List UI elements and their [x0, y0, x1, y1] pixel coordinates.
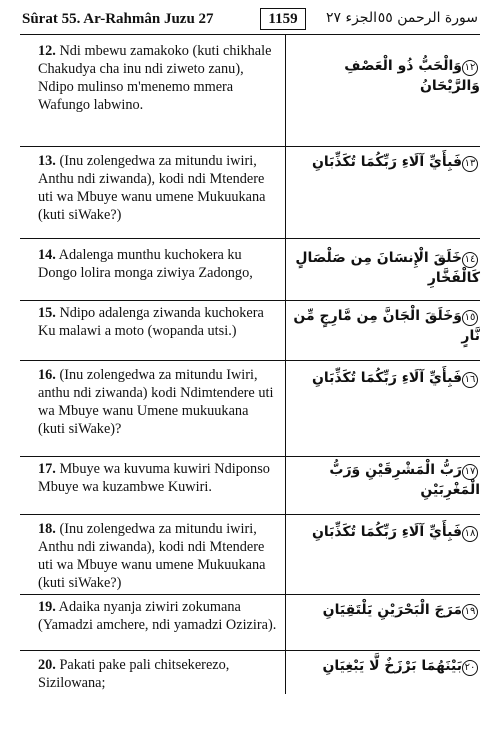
arabic-text: فَبِأَيِّ آلَاءِ رَبِّكُمَا تُكَذِّبَانِ [311, 524, 462, 540]
page-number: 1159 [260, 8, 306, 30]
verse-arabic [292, 460, 480, 500]
verse-marker: ١٤ [462, 252, 478, 268]
verse-marker: ١٨ [462, 526, 478, 542]
juz-arabic: الجزء ٢٧ [326, 10, 377, 26]
verse-marker: ١٣ [462, 156, 478, 172]
surah-label: Sûrat 55. Ar-Rahmân Juzu 27 [22, 11, 214, 27]
verse-number: 19. [38, 599, 56, 615]
verse-text: Ndi mbewu zamakoko (kuti chikhale Chakudya cha inu ndi ziweto zanu), Ndipo mulinso m'menemo mmera Wafungo labwino. [38, 43, 272, 113]
verse-arabic [292, 522, 480, 542]
verse-translation [38, 246, 278, 282]
verse-number: 17. [38, 461, 56, 477]
verse-translation [38, 42, 278, 114]
verse-text: Mbuye wa kuvuma kuwiri Ndiponso Mbuye wa kuzambwe Kuwiri. [38, 461, 270, 495]
arabic-text: فَبِأَيِّ آلَاءِ رَبِّكُمَا تُكَذِّبَانِ [311, 154, 462, 170]
verse-translation [38, 598, 278, 634]
header-rule [20, 34, 480, 35]
row-divider [20, 360, 480, 361]
verse-arabic [292, 306, 480, 346]
row-divider [20, 146, 480, 147]
row-divider [20, 514, 480, 515]
row-divider [20, 650, 480, 651]
verse-translation [38, 520, 278, 592]
verse-text: (Inu zolengedwa za mitundu iwiri, Anthu ndi ziwanda), kodi ndi Mtendere uti wa Mbuye wanu umene Mukuukana (kuti siWake?) [38, 521, 266, 591]
verse-marker: ١٧ [462, 464, 478, 480]
verse-arabic [292, 152, 480, 172]
verse-marker: ١٦ [462, 372, 478, 388]
verse-number: 16. [38, 367, 56, 383]
verse-text: (Inu zolengedwa za mitundu iwiri, Anthu ndi ziwanda), kodi ndi Mtendere uti wa Mbuye wanu umene Mukuukana (kuti siWake?) [38, 153, 266, 223]
row-divider [20, 300, 480, 301]
column-divider [285, 34, 286, 694]
verse-text: Adalenga munthu kuchokera ku Dongo lolira monga ziwiya Zadongo, [38, 247, 253, 281]
verse-number: 12. [38, 43, 56, 59]
verse-arabic [292, 56, 480, 96]
row-divider [20, 594, 480, 595]
verse-translation [38, 656, 278, 692]
verse-arabic [292, 600, 480, 620]
verse-translation [38, 460, 278, 496]
verse-text: Ndipo adalenga ziwanda kuchokera Ku malawi a moto (wopanda utsi.) [38, 305, 264, 339]
arabic-text: وَالْحَبُّ ذُو الْعَصْفِ وَالرَّيْحَانُ [344, 58, 480, 94]
surah-arabic: سورة الرحمن ٥٥ [377, 10, 478, 26]
verse-number: 15. [38, 305, 56, 321]
verse-text: (Inu zolengedwa za mitundu Iwiri, anthu ndi ziwanda) kodi Ndimtendere uti wa Mbuye wanu Umene mukuukana (kuti siWake)? [38, 367, 274, 437]
row-divider [20, 456, 480, 457]
verse-translation [38, 366, 278, 438]
verse-marker: ١٩ [462, 604, 478, 620]
arabic-text: فَبِأَيِّ آلَاءِ رَبِّكُمَا تُكَذِّبَانِ [311, 370, 462, 386]
verse-marker: ١٢ [462, 60, 478, 76]
arabic-text: وَخَلَقَ الْجَانَّ مِن مَّارِجٍ مِّن نَّارٍ [293, 308, 480, 344]
row-divider [20, 238, 480, 239]
verse-text: Pakati pake pali chitsekerezo, Sizilowana; [38, 657, 230, 691]
verse-arabic [292, 656, 480, 676]
verse-marker: ١٥ [462, 310, 478, 326]
verse-number: 18. [38, 521, 56, 537]
arabic-text: رَبُّ الْمَشْرِقَيْنِ وَرَبُّ الْمَغْرِبَيْنِ [329, 462, 480, 498]
page-header [20, 8, 480, 32]
verse-translation [38, 152, 278, 224]
arabic-text: بَيْنَهُمَا بَرْزَخٌ لَّا يَبْغِيَانِ [322, 658, 462, 674]
verse-translation [38, 304, 278, 340]
verse-number: 14. [38, 247, 56, 263]
verse-text: Adaika nyanja ziwiri zokumana (Yamadzi amchere, ndi yamadzi Ozizira). [38, 599, 277, 633]
verse-number: 13. [38, 153, 56, 169]
verse-marker: ٢٠ [462, 660, 478, 676]
arabic-text: مَرَجَ الْبَحْرَيْنِ يَلْتَقِيَانِ [322, 602, 462, 618]
verse-arabic [292, 248, 480, 288]
verse-arabic [292, 368, 480, 388]
arabic-text: خَلَقَ الْإِنسَانَ مِن صَلْصَالٍ كَالْفَخَّارِ [295, 250, 480, 286]
verse-number: 20. [38, 657, 56, 673]
